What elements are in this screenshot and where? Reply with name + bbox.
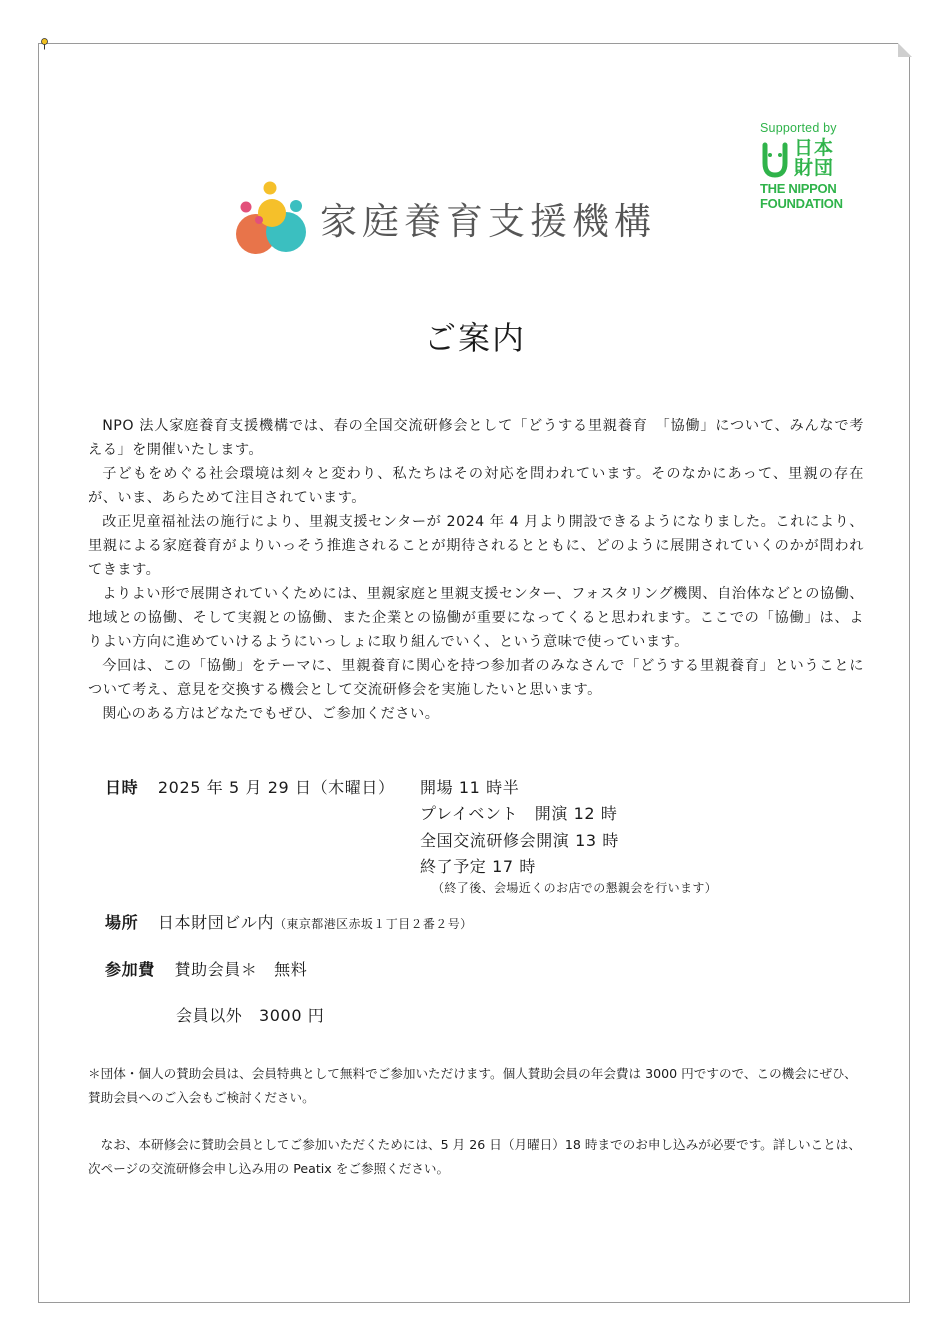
page-corner-fold [898,43,912,57]
non-member-fee: 会員以外 3000 円 [176,1006,325,1025]
deadline-note [88,1133,864,1181]
paragraph: 改正児童福祉法の施行により、里親支援センターが 2024 年 4 月より開設できるようになりました。これにより、里親による家庭養育がよりいっそう推進されることが期待されるとともに、どのように展開されていくのかが問われてきます。 [88,514,864,578]
doors-open: 開場 11 時半 [420,778,520,797]
supported-by-label: Supported by [760,121,837,135]
organization-name: 家庭養育支援機構 [320,200,656,243]
pin-icon [40,38,49,50]
note-paragraph: なお、本研修会に賛助会員としてご参加いただくためには、5 月 26 日（月曜日）18 時までのお申し込みが必要です。詳しいことは、次ページの交流研修会申し込み用の Peatix をご参照ください。 [88,1137,861,1176]
nippon-foundation-smile-icon [760,139,790,179]
schedule-row [105,775,395,798]
body-text [88,414,864,726]
family-logo-icon [232,180,308,256]
fee-row [105,957,307,980]
sponsor-logo [760,121,860,211]
venue-name: 日本財団ビル内 [157,913,275,932]
document-title: ご案内 [423,319,526,357]
note-paragraph: ＊団体・個人の賛助会員は、会員特典として無料でご参加いただけます。個人賛助会員の年会費は 3000 円ですので、この機会にぜひ、賛助会員へのご入会もご検討ください。 [88,1066,857,1105]
after-party-note: （終了後、会場近くのお店での懇親会を行います） [432,881,718,895]
sponsor-name-en-2: FOUNDATION [760,196,843,211]
pre-event-time: プレイベント 開演 12 時 [420,804,618,823]
member-fee: 賛助会員＊ 無料 [174,960,308,979]
paragraph: 関心のある方はどなたでもぜひ、ご参加ください。 [102,706,440,722]
paragraph: NPO 法人家庭養育支援機構では、春の全国交流研修会として「どうする里親養育 「協働」について、みんなで考える」を開催いたします。 [88,418,864,458]
organization-logo [232,178,656,258]
venue-address: （東京都港区赤坂１丁目２番２号） [274,917,473,931]
schedule-label: 日時 [105,778,139,797]
paragraph: 子どもをめぐる社会環境は刻々と変わり、私たちはその対応を問われています。そのなかにあって、里親の存在が、いま、あらためて注目されています。 [88,466,864,506]
event-date: 2025 年 5 月 29 日（木曜日） [157,778,395,797]
sponsor-name-jp-1: 日本 [794,138,835,159]
paragraph: よりよい形で展開されていくためには、里親家庭と里親支援センター、フォスタリング機関、自治体などとの協働、地域との協働、そして実親との協働、また企業との協働が重要になってくると思われます。ここでの「協働」は、よりよい方向に進めていけるようにいっしょに取り組んでいく、という意味で使っています。 [88,586,864,650]
sponsor-name-jp-2: 財団 [794,158,835,179]
member-note [88,1062,864,1110]
end-time: 終了予定 17 時 [420,857,536,876]
fee-label: 参加費 [105,960,155,979]
sponsor-name-en-1: THE NIPPON [760,181,837,196]
venue-row [105,910,473,933]
venue-label: 場所 [105,913,139,932]
paragraph: 今回は、この「協働」をテーマに、里親養育に関心を持つ参加者のみなさんで「どうする里親養育」ということについて考え、意見を交換する機会として交流研修会を実施したいと思います。 [88,658,864,698]
main-event-time: 全国交流研修会開演 13 時 [420,831,619,850]
